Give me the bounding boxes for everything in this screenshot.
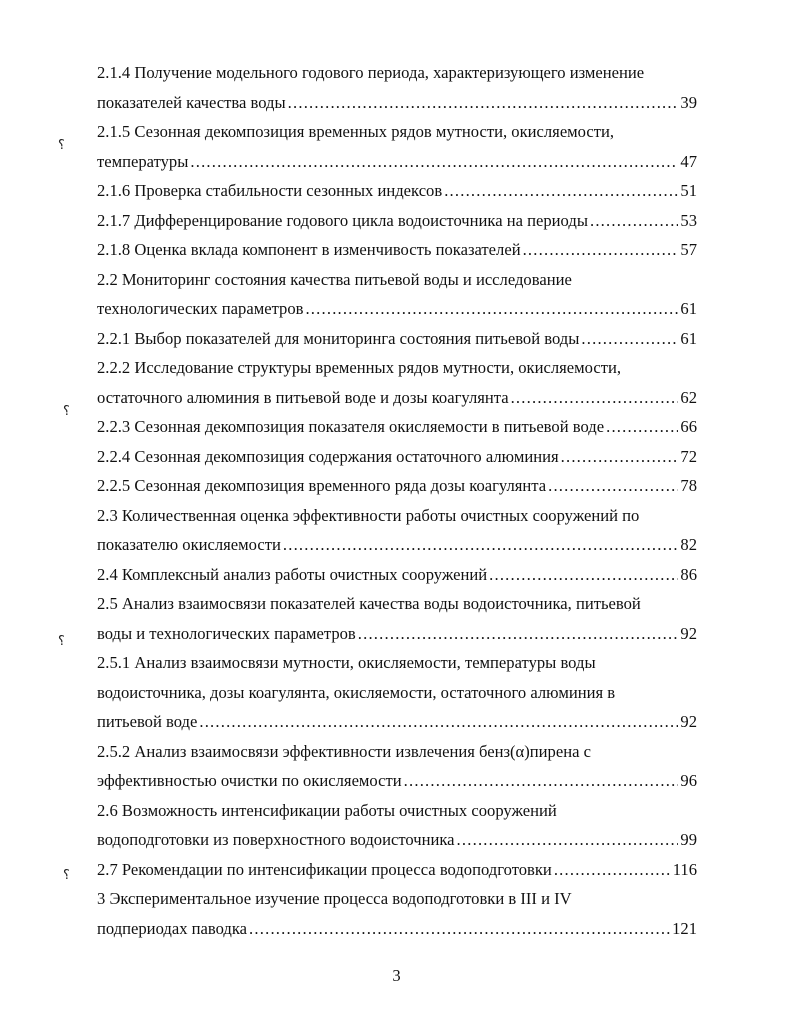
toc-entry <box>97 176 697 206</box>
toc-entry <box>97 235 697 265</box>
toc-page-number: 96 <box>680 771 697 790</box>
toc-dot-leader <box>190 147 678 177</box>
toc-page-number: 61 <box>680 328 697 348</box>
toc-entry-last-line <box>97 88 697 118</box>
toc-page-number: 78 <box>680 476 697 495</box>
toc-dot-leader <box>444 176 678 206</box>
toc-dot-leader <box>288 88 679 118</box>
toc-dot-leader <box>561 442 679 472</box>
toc-page-number: 47 <box>680 151 697 171</box>
toc-entry <box>97 589 697 648</box>
toc-dot-leader <box>457 825 679 855</box>
toc-entry-title: 2.4 Комплексный анализ работы очистных сооружений <box>97 564 488 584</box>
toc-entry <box>97 117 697 176</box>
toc-entry-title: 2.7 Рекомендации по интенсификации процесса водоподготовки <box>97 859 552 879</box>
toc-page-number: 66 <box>680 417 697 436</box>
toc-entry-last-line <box>97 855 697 885</box>
toc-entry-line: 2.3 Количественная оценка эффективности работы очистных сооружений по <box>97 505 640 525</box>
toc-entry-title: технологических параметров <box>97 299 304 318</box>
toc-entry-last-line <box>97 707 697 737</box>
toc-page-number: 82 <box>680 535 697 554</box>
toc-entry-last-line <box>97 324 697 354</box>
toc-page-number: 121 <box>672 918 697 938</box>
toc-entry-title: показателю окисляемости <box>97 535 281 554</box>
toc-page-number: 116 <box>672 859 697 879</box>
toc-entry-title: показателей качества воды <box>97 92 286 112</box>
toc-entry <box>97 884 697 943</box>
toc-entry-line: 2.2 Мониторинг состояния качества питьевой воды и исследование <box>97 269 572 289</box>
toc-page-number: 92 <box>680 712 697 731</box>
toc-entry <box>97 796 697 855</box>
toc-page-number: 57 <box>680 240 697 259</box>
toc-dot-leader <box>199 707 678 737</box>
toc-entry-line: 2.6 Возможность интенсификации работы очистных сооружений <box>97 800 557 820</box>
toc-dot-leader <box>404 766 679 796</box>
toc-entry-title: 2.1.7 Дифференцирование годового цикла водоисточника на периоды <box>97 210 588 230</box>
toc-entry-last-line <box>97 294 697 324</box>
toc-entry <box>97 648 697 737</box>
toc-entry-line: 2.5 Анализ взаимосвязи показателей качества воды водоисточника, питьевой <box>97 594 641 613</box>
toc-entry-title: воды и технологических параметров <box>97 623 356 643</box>
toc-entry-line: 2.2.2 Исследование структуры временных рядов мутности, окисляемости, <box>97 358 621 377</box>
margin-mark-icon: ⸮ <box>58 634 65 649</box>
toc-page-number: 72 <box>680 446 697 466</box>
margin-mark-icon: ⸮ <box>58 138 65 153</box>
toc-entry-last-line <box>97 766 697 796</box>
toc-entry <box>97 501 697 560</box>
toc-entry-last-line <box>97 235 697 265</box>
toc-entry-title: остаточного алюминия в питьевой воде и дозы коагулянта <box>97 387 509 407</box>
toc-entry-title: эффективностью очистки по окисляемости <box>97 771 402 790</box>
toc-entry-last-line <box>97 471 697 501</box>
toc-dot-leader <box>523 235 679 265</box>
toc-dot-leader <box>554 855 671 885</box>
toc-entry <box>97 560 697 590</box>
toc-dot-leader <box>511 383 679 413</box>
toc-page-number: 61 <box>680 299 697 318</box>
toc-entry <box>97 442 697 472</box>
toc-dot-leader <box>581 324 678 354</box>
toc-entry-line: 2.1.5 Сезонная декомпозиция временных рядов мутности, окисляемости, <box>97 122 615 141</box>
toc-entry <box>97 265 697 324</box>
toc-entry-last-line <box>97 914 697 944</box>
toc-entry <box>97 737 697 796</box>
toc-entry <box>97 206 697 236</box>
toc-page-number: 92 <box>680 623 697 643</box>
toc-entry <box>97 58 697 117</box>
toc-entry-last-line <box>97 825 697 855</box>
toc-dot-leader <box>590 206 678 236</box>
toc-dot-leader <box>249 914 670 944</box>
toc-entry-last-line <box>97 442 697 472</box>
toc-entry-last-line <box>97 176 697 206</box>
toc-entry-title: водоподготовки из поверхностного водоисточника <box>97 830 455 849</box>
toc-dot-leader <box>358 619 679 649</box>
page-number: 3 <box>392 966 401 985</box>
toc-entry-title: 2.2.3 Сезонная декомпозиция показателя окисляемости в питьевой воде <box>97 417 605 436</box>
toc-entry <box>97 412 697 442</box>
toc-entry <box>97 471 697 501</box>
toc-entry <box>97 855 697 885</box>
toc-entry-title: питьевой воде <box>97 712 198 731</box>
toc-entry-last-line <box>97 619 697 649</box>
toc-entry-last-line <box>97 206 697 236</box>
toc-entry-line: водоисточника, дозы коагулянта, окисляемости, остаточного алюминия в <box>97 682 616 702</box>
toc-entry-title: 2.1.8 Оценка вклада компонент в изменчивость показателей <box>97 240 521 259</box>
toc-entry-title: 2.2.4 Сезонная декомпозиция содержания остаточного алюминия <box>97 446 559 466</box>
toc-entry <box>97 324 697 354</box>
toc-entry-title: 2.2.1 Выбор показателей для мониторинга состояния питьевой воды <box>97 328 580 348</box>
toc-entry-line: 3 Экспериментальное изучение процесса водоподготовки в III и IV <box>97 889 572 908</box>
toc-entry-last-line <box>97 147 697 177</box>
toc-entry-title: подпериодах паводка <box>97 918 248 938</box>
toc-entry-line: 2.5.2 Анализ взаимосвязи эффективности извлечения бенз(α)пирена с <box>97 741 591 761</box>
toc-dot-leader <box>283 530 679 560</box>
margin-mark-icon: ⸮ <box>63 868 70 883</box>
toc-page-number: 86 <box>680 564 697 584</box>
toc-dot-leader <box>606 412 678 442</box>
toc-page-number: 51 <box>680 181 697 200</box>
toc-entry-title: 2.1.6 Проверка стабильности сезонных индексов <box>97 181 443 200</box>
toc-entry-title: температуры <box>97 151 189 171</box>
table-of-contents <box>97 58 697 943</box>
toc-dot-leader <box>548 471 678 501</box>
toc-page-number: 62 <box>680 387 697 407</box>
toc-entry-last-line <box>97 383 697 413</box>
toc-dot-leader <box>305 294 678 324</box>
toc-entry-last-line <box>97 412 697 442</box>
margin-mark-icon: ⸮ <box>63 404 70 419</box>
toc-entry-line: 2.5.1 Анализ взаимосвязи мутности, окисляемости, температуры воды <box>97 653 596 672</box>
toc-page-number: 99 <box>680 830 697 849</box>
toc-page-number: 53 <box>680 210 697 230</box>
toc-entry-title: 2.2.5 Сезонная декомпозиция временного ряда дозы коагулянта <box>97 476 547 495</box>
toc-entry-line: 2.1.4 Получение модельного годового периода, характеризующего изменение <box>97 63 645 82</box>
toc-page-number: 39 <box>680 92 697 112</box>
toc-entry <box>97 353 697 412</box>
toc-dot-leader <box>489 560 678 590</box>
toc-entry-last-line <box>97 530 697 560</box>
toc-entry-last-line <box>97 560 697 590</box>
